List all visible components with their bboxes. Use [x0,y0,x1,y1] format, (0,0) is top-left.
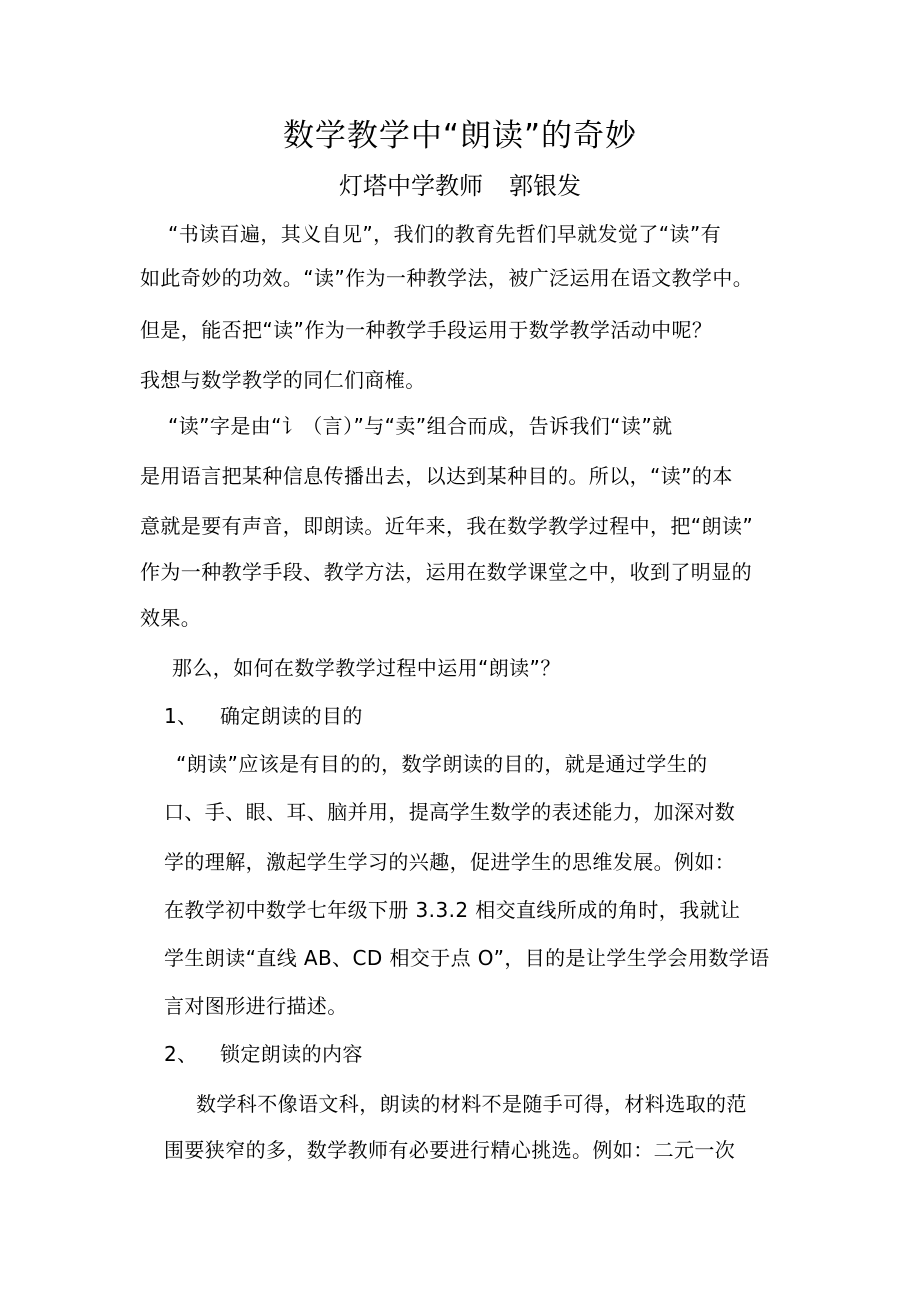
paragraph-line: 作为一种教学手段、教学方法，运用在数学课堂之中，收到了明显的 [140,560,752,584]
author-name: 郭银发 [509,172,581,200]
heading-number: 2、 [164,1042,198,1066]
paragraph-line: 效果。 [140,606,202,630]
section-heading [164,1038,363,1070]
paragraph-line: 围要狭窄的多，数学教师有必要进行精心挑选。例如：二元一次 [164,1138,736,1162]
paragraph-line: 但是，能否把“读”作为一种教学手段运用于数学教学活动中呢？ [140,318,713,342]
heading-text: 确定朗读的目的 [220,704,363,728]
paragraph-line: 那么，如何在数学教学过程中运用“朗读”？ [172,656,561,680]
paragraph-line: 口、手、眼、耳、脑并用，提高学生数学的表述能力，加深对数 [164,800,736,824]
document-title: 数学教学中“朗读”的奇妙 [282,118,638,154]
section-heading [164,700,363,732]
heading-number: 1、 [164,704,198,728]
paragraph-line: 数学科不像语文科，朗读的材料不是随手可得，材料选取的范 [196,1092,747,1116]
author-line [0,166,920,206]
paragraph-line: 学的理解，激起学生学习的兴趣，促进学生的思维发展。例如： [164,850,736,874]
paragraph-line: 我想与数学教学的同仁们商榷。 [140,368,426,392]
heading-text: 锁定朗读的内容 [220,1042,363,1066]
paragraph-line: 在教学初中数学七年级下册 3.3.2 相交直线所成的角时，我就让 [164,898,741,922]
paragraph-line: 如此奇妙的功效。“读”作为一种教学法，被广泛运用在语文教学中。 [140,266,754,290]
paragraph-line: 意就是要有声音，即朗读。近年来，我在数学教学过程中，把“朗读” [140,514,754,538]
author-school: 灯塔中学教师 [339,172,483,200]
paragraph-line: 是用语言把某种信息传播出去，以达到某种目的。所以，“读”的本 [140,464,733,488]
paragraph-line: “朗读”应该是有目的的，数学朗读的目的，就是通过学生的 [176,752,708,776]
paragraph-line: “读”字是由“讠（言）”与“卖”组合而成，告诉我们“读”就 [168,414,673,438]
paragraph-line: “书读百遍，其义自见”，我们的教育先哲们早就发觉了“读”有 [168,222,722,246]
paragraph-line: 学生朗读“直线 AB、CD 相交于点 O”，目的是让学生学会用数学语 [164,946,770,970]
paragraph-line: 言对图形进行描述。 [164,994,348,1018]
